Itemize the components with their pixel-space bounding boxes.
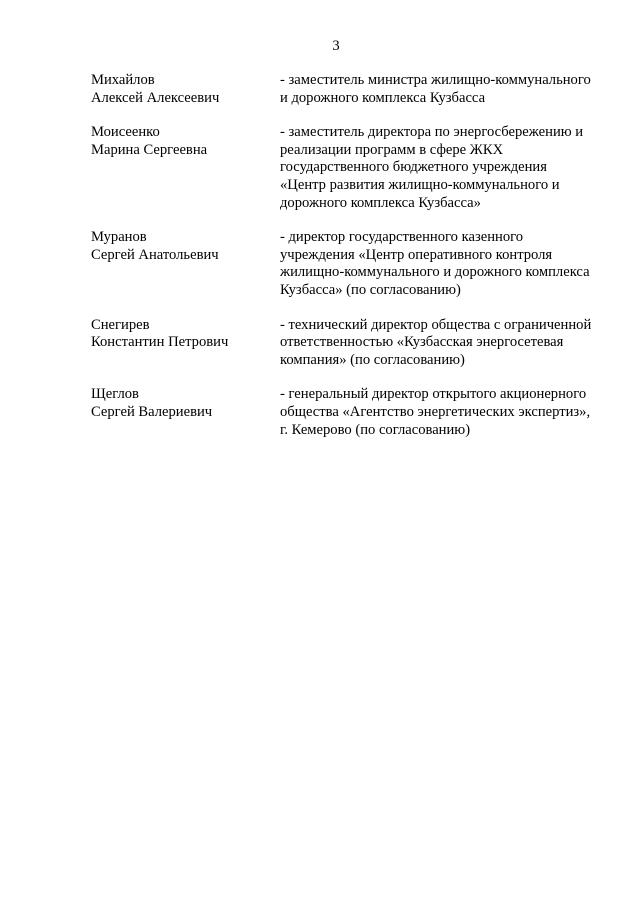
member-name: [91, 317, 280, 370]
member-row: [91, 229, 611, 299]
member-given-names: Алексей Алексеевич: [91, 89, 220, 106]
member-surname: Муранов: [91, 229, 147, 246]
member-position: - заместитель министра жилищно-коммунального и дорожного комплекса Кузбасса: [280, 72, 591, 106]
member-surname: Снегирев: [91, 316, 150, 333]
member-position: - генеральный директор открытого акционерного общества «Агентство энергетических экспертиз», г. Кемерово (по согласованию): [280, 386, 591, 438]
member-given-names: Марина Сергеевна: [91, 141, 208, 158]
member-surname: Михайлов: [91, 72, 155, 88]
member-name: [91, 124, 280, 212]
member-row: [91, 124, 611, 212]
member-row: [91, 72, 611, 107]
member-surname: Моисеенко: [91, 124, 160, 141]
member-given-names: Константин Петрович: [91, 334, 229, 351]
member-list: [91, 72, 611, 456]
member-row: [91, 317, 611, 370]
member-name: [91, 72, 280, 107]
member-surname: Щеглов: [91, 386, 139, 403]
member-given-names: Сергей Валериевич: [91, 403, 213, 420]
member-given-names: Сергей Анатольевич: [91, 246, 219, 263]
member-name: [91, 386, 280, 439]
member-name: [91, 229, 280, 299]
member-position: - заместитель директора по энергосбережению и реализации программ в сфере ЖКХ государственного бюджетного учреждения «Центр развития жилищно-коммунального и дорожного комплекса Кузбасса»: [280, 124, 584, 211]
member-position: - директор государственного казенного учреждения «Центр оперативного контроля жилищно-коммунального и дорожного комплекса Кузбасса» (по согласованию): [280, 229, 590, 298]
page-number: 3: [332, 38, 340, 54]
member-position: - технический директор общества с ограниченной ответственностью «Кузбасская энергосетевая компания» (по согласованию): [280, 316, 592, 368]
member-row: [91, 386, 611, 439]
